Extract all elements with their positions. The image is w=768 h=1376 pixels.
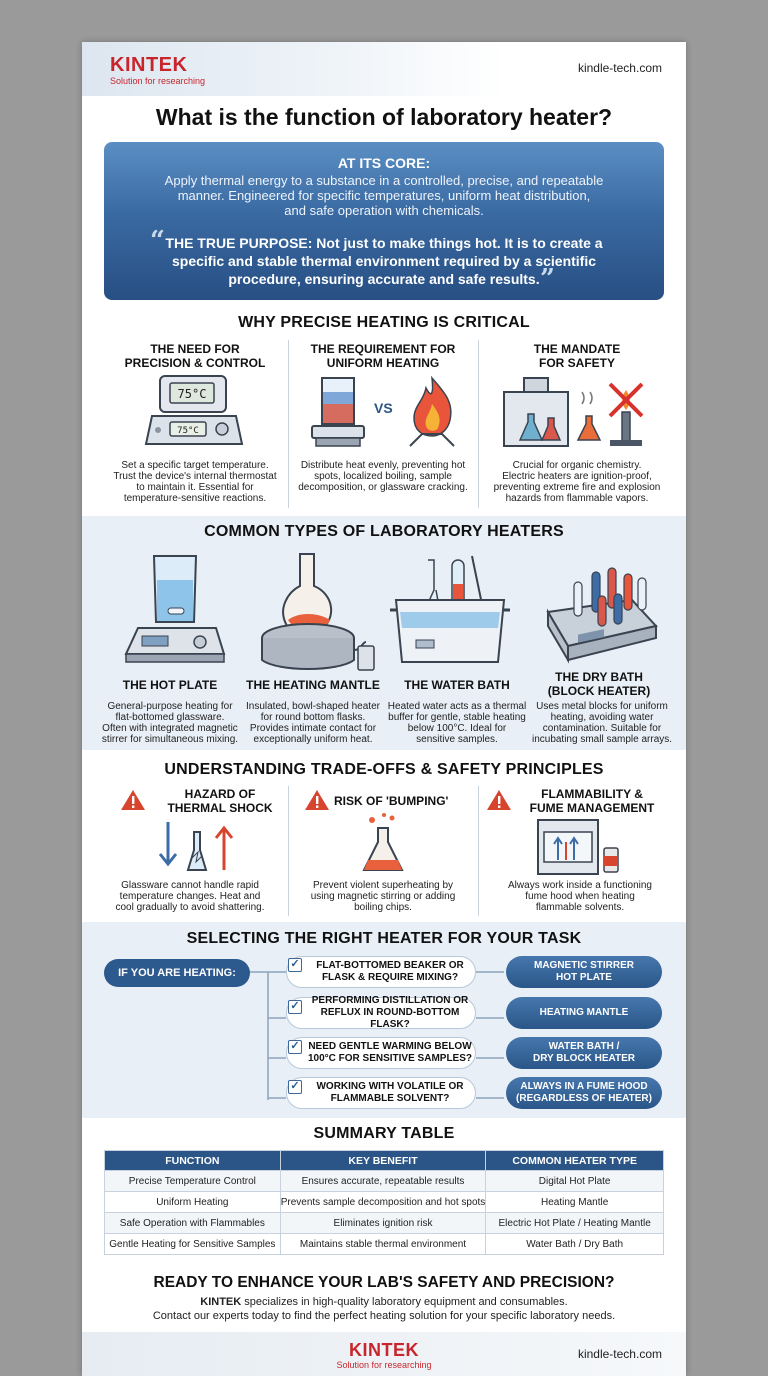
cta-line-1-text: specializes in high-quality laboratory equipment and consumables. — [241, 1296, 568, 1308]
hot-plate-icon — [120, 550, 232, 678]
open-flame-icon — [404, 374, 460, 450]
core-line: manner. Engineered for specific temperatures, uniform heat distribution, — [177, 188, 591, 203]
title-line: FOR SAFETY — [538, 356, 615, 370]
cta-line-1 — [82, 1295, 686, 1309]
page-title: What is the function of laboratory heater? — [155, 104, 613, 130]
answer-line: HOT PLATE — [556, 972, 612, 983]
question-line: FLASK & REQUIRE MIXING? — [321, 972, 459, 983]
title-line: HAZARD OF — [184, 787, 256, 801]
safety-title — [478, 342, 676, 370]
text-line: preventing extreme fire and explosion — [493, 482, 661, 493]
display-top: 75°C — [177, 387, 207, 401]
text-line: buffer for gentle, stable heating — [388, 712, 526, 723]
answer-water-bath[interactable] — [506, 1037, 662, 1069]
footer-logo-tagline: Solution for researching — [336, 1360, 432, 1370]
checkbox-icon: ✓ — [288, 1000, 302, 1014]
cta-line-2: Contact our experts today to find the perfect heating solution for your specific laboratory needs. — [152, 1310, 616, 1322]
text-line: incubating small sample arrays. — [531, 734, 673, 745]
answer-fume-hood[interactable] — [506, 1077, 662, 1109]
question-line: FLAMMABLE SOLVENT? — [330, 1093, 450, 1104]
text-line: sensitive samples. — [416, 734, 498, 745]
text-line: hazards from flammable vapors. — [505, 493, 649, 504]
table-header: COMMON HEATER TYPE — [486, 1151, 664, 1171]
thermal-shock-text — [92, 880, 288, 913]
table-header: KEY BENEFIT — [280, 1151, 486, 1171]
question-line: NEED GENTLE WARMING BELOW — [308, 1041, 472, 1052]
text-line: boiling chips. — [354, 902, 412, 913]
table-cell: Heating Mantle — [486, 1192, 664, 1213]
question-gentle-warming[interactable] — [286, 1037, 476, 1069]
answer-heating-mantle[interactable] — [506, 997, 662, 1029]
text-line: flammable solvents. — [535, 902, 625, 913]
answer-magnetic-stirrer[interactable] — [506, 956, 662, 988]
text-line: temperature-sensitive reactions. — [123, 493, 267, 504]
if-heating-start: IF YOU ARE HEATING: — [104, 959, 250, 987]
answer-line: ALWAYS IN A FUME HOOD — [520, 1081, 648, 1092]
answer-line: MAGNETIC STIRRER — [534, 960, 634, 971]
text-line: stirrer for simultaneous mixing. — [101, 734, 239, 745]
summary-title: SUMMARY TABLE — [313, 1125, 455, 1142]
question-line: FLAT-BOTTOMED BEAKER OR — [316, 960, 464, 971]
table-cell: Water Bath / Dry Bath — [486, 1234, 664, 1255]
warning-icon — [120, 788, 146, 812]
text-line: exceptionally uniform heat. — [253, 734, 373, 745]
table-cell: Ensures accurate, repeatable results — [280, 1171, 486, 1192]
text-line: contamination. Suitable for — [542, 723, 662, 734]
checkbox-icon: ✓ — [288, 1080, 302, 1094]
thermal-shock-icon — [156, 818, 236, 878]
text-line: Set a specific target temperature. — [121, 460, 269, 471]
table-row — [105, 1234, 664, 1255]
table-cell: Prevents sample decomposition and hot spots — [280, 1192, 486, 1213]
infographic-page — [82, 42, 686, 1376]
quote-line: procedure, ensuring accurate and safe results. — [228, 271, 540, 287]
water-bath-text — [382, 701, 532, 745]
checkbox-icon: ✓ — [288, 958, 302, 972]
title-line: (BLOCK HEATER) — [547, 684, 651, 698]
text-line: heating, avoiding water — [550, 712, 654, 723]
table-row — [105, 1171, 664, 1192]
table-cell: Precise Temperature Control — [105, 1171, 281, 1192]
core-box — [104, 142, 664, 300]
uniform-text — [288, 460, 478, 493]
title-line: THE NEED FOR — [150, 342, 240, 356]
table-cell: Maintains stable thermal environment — [280, 1234, 486, 1255]
table-header-row — [105, 1151, 664, 1171]
why-section-title: WHY PRECISE HEATING IS CRITICAL — [238, 314, 530, 331]
precision-title — [92, 342, 298, 370]
kintek-logo: KINTEK — [110, 54, 188, 76]
text-line: Always work inside a functioning — [508, 880, 652, 891]
checkbox-icon: ✓ — [288, 1040, 302, 1054]
text-line: Uses metal blocks for uniform — [536, 701, 668, 712]
text-line: Trust the device's internal thermostat — [113, 471, 277, 482]
core-description — [104, 173, 664, 218]
text-line: cool gradually to avoid shattering. — [115, 902, 265, 913]
text-line: Electric heaters are ignition-proof, — [502, 471, 652, 482]
text-line: temperature changes. Heat and — [119, 891, 261, 902]
close-quote-icon: ” — [540, 264, 555, 294]
selecting-section-title: SELECTING THE RIGHT HEATER FOR YOUR TASK — [186, 930, 582, 947]
question-flat-bottomed[interactable] — [286, 956, 476, 988]
vs-label: VS — [374, 400, 393, 416]
question-line: 100°C FOR SENSITIVE SAMPLES? — [307, 1053, 473, 1064]
table-row — [105, 1213, 664, 1234]
table-header: FUNCTION — [105, 1151, 281, 1171]
hot-plate-text — [92, 701, 248, 745]
table-cell: Digital Hot Plate — [486, 1171, 664, 1192]
bumping-title: RISK OF 'BUMPING' — [334, 794, 449, 808]
title-line: FUME MANAGEMENT — [529, 801, 655, 815]
text-line: Glassware cannot handle rapid — [121, 880, 259, 891]
question-distillation[interactable] — [286, 997, 476, 1029]
water-bath-icon — [388, 550, 514, 678]
quote-line: THE TRUE PURPOSE: Not just to make things hot. It is to create a — [165, 235, 603, 251]
beaker-on-plate-icon — [308, 374, 368, 450]
title-line: UNIFORM HEATING — [326, 356, 440, 370]
text-line: Distribute heat evenly, preventing hot — [300, 460, 466, 471]
text-line: below 100°C. Ideal for — [407, 723, 507, 734]
tradeoffs-section-title: UNDERSTANDING TRADE-OFFS & SAFETY PRINCIPLES — [164, 761, 604, 778]
quote-line: specific and stable thermal environment required by a scientific — [171, 253, 597, 269]
logo-tagline: Solution for researching — [110, 76, 206, 86]
table-cell: Uniform Heating — [105, 1192, 281, 1213]
text-line: for round bottom flasks. — [260, 712, 366, 723]
uniform-title — [288, 342, 478, 370]
core-heading: AT ITS CORE: — [337, 155, 431, 171]
core-line: and safe operation with chemicals. — [284, 203, 484, 218]
title-line: PRECISION & CONTROL — [124, 356, 266, 370]
bumping-flask-icon — [358, 812, 408, 878]
text-line: fume hood when heating — [525, 891, 635, 902]
text-line: Heated water acts as a thermal — [387, 701, 527, 712]
title-line: FLAMMABILITY & — [541, 787, 643, 801]
question-volatile-solvent[interactable] — [286, 1077, 476, 1109]
dry-bath-block-heater-icon — [534, 550, 662, 678]
text-line: Often with integrated magnetic — [102, 723, 238, 734]
text-line: flat-bottomed glassware. — [115, 712, 225, 723]
table-cell: Gentle Heating for Sensitive Samples — [105, 1234, 281, 1255]
title-line: THE DRY BATH — [555, 670, 643, 684]
flammability-text — [478, 880, 682, 913]
thermal-shock-title — [150, 787, 290, 815]
question-line: WORKING WITH VOLATILE OR — [316, 1081, 464, 1092]
flammability-title — [502, 787, 682, 815]
table-row — [105, 1192, 664, 1213]
text-line: Provides intimate contact for — [249, 723, 377, 734]
text-line: decomposition, or glassware cracking. — [298, 482, 468, 493]
text-line: Insulated, bowl-shaped heater — [246, 701, 380, 712]
heating-mantle-text — [238, 701, 388, 745]
water-bath-name: THE WATER BATH — [404, 678, 510, 692]
display-bottom: 75°C — [177, 426, 199, 436]
bumping-text — [288, 880, 478, 913]
answer-line: DRY BLOCK HEATER — [532, 1053, 636, 1064]
answer-line: WATER BATH / — [548, 1041, 620, 1052]
footer-kintek-logo: KINTEK — [349, 1340, 419, 1360]
table-cell: Electric Hot Plate / Heating Mantle — [486, 1213, 664, 1234]
answer-line: (REGARDLESS OF HEATER) — [516, 1093, 652, 1104]
safety-text — [478, 460, 676, 504]
cta-brand: KINTEK — [200, 1296, 242, 1308]
answer-line: HEATING MANTLE — [539, 1007, 629, 1018]
question-line: REFLUX IN ROUND-BOTTOM FLASK? — [320, 1007, 460, 1030]
summary-table — [104, 1150, 664, 1255]
fume-hood-icon — [534, 816, 624, 878]
warning-icon — [304, 788, 330, 812]
heating-mantle-name: THE HEATING MANTLE — [246, 678, 380, 692]
title-line: THE MANDATE — [533, 342, 621, 356]
dry-bath-text — [524, 701, 680, 745]
site-url[interactable]: kindle-tech.com — [577, 61, 662, 75]
hot-plate-name: THE HOT PLATE — [122, 678, 218, 692]
open-quote-icon: “ — [150, 226, 165, 256]
types-section-title: COMMON TYPES OF LABORATORY HEATERS — [204, 523, 564, 540]
table-cell: Safe Operation with Flammables — [105, 1213, 281, 1234]
table-cell: Eliminates ignition risk — [280, 1213, 486, 1234]
text-line: Prevent violent superheating by — [312, 880, 454, 891]
text-line: Crucial for organic chemistry. — [512, 460, 642, 471]
text-line: spots, localized boiling, sample — [314, 471, 452, 482]
dry-bath-name — [524, 670, 674, 698]
title-line: THE REQUIREMENT FOR — [310, 342, 456, 356]
title-line: THERMAL SHOCK — [167, 801, 273, 815]
footer-site-url[interactable]: kindle-tech.com — [577, 1347, 662, 1361]
core-line: Apply thermal energy to a substance in a controlled, precise, and repeatable — [164, 173, 604, 188]
text-line: General-purpose heating for — [107, 701, 233, 712]
text-line: to maintain it. Essential for — [136, 482, 254, 493]
cta-title: READY TO ENHANCE YOUR LAB'S SAFETY AND PRECISION? — [153, 1274, 615, 1291]
digital-hot-plate-icon — [144, 372, 244, 452]
precision-text — [92, 460, 298, 504]
heating-mantle-icon — [258, 550, 378, 678]
fume-hood-safety-icon — [498, 374, 662, 454]
text-line: using magnetic stirring or adding — [310, 891, 456, 902]
question-line: PERFORMING DISTILLATION OR — [311, 995, 469, 1006]
